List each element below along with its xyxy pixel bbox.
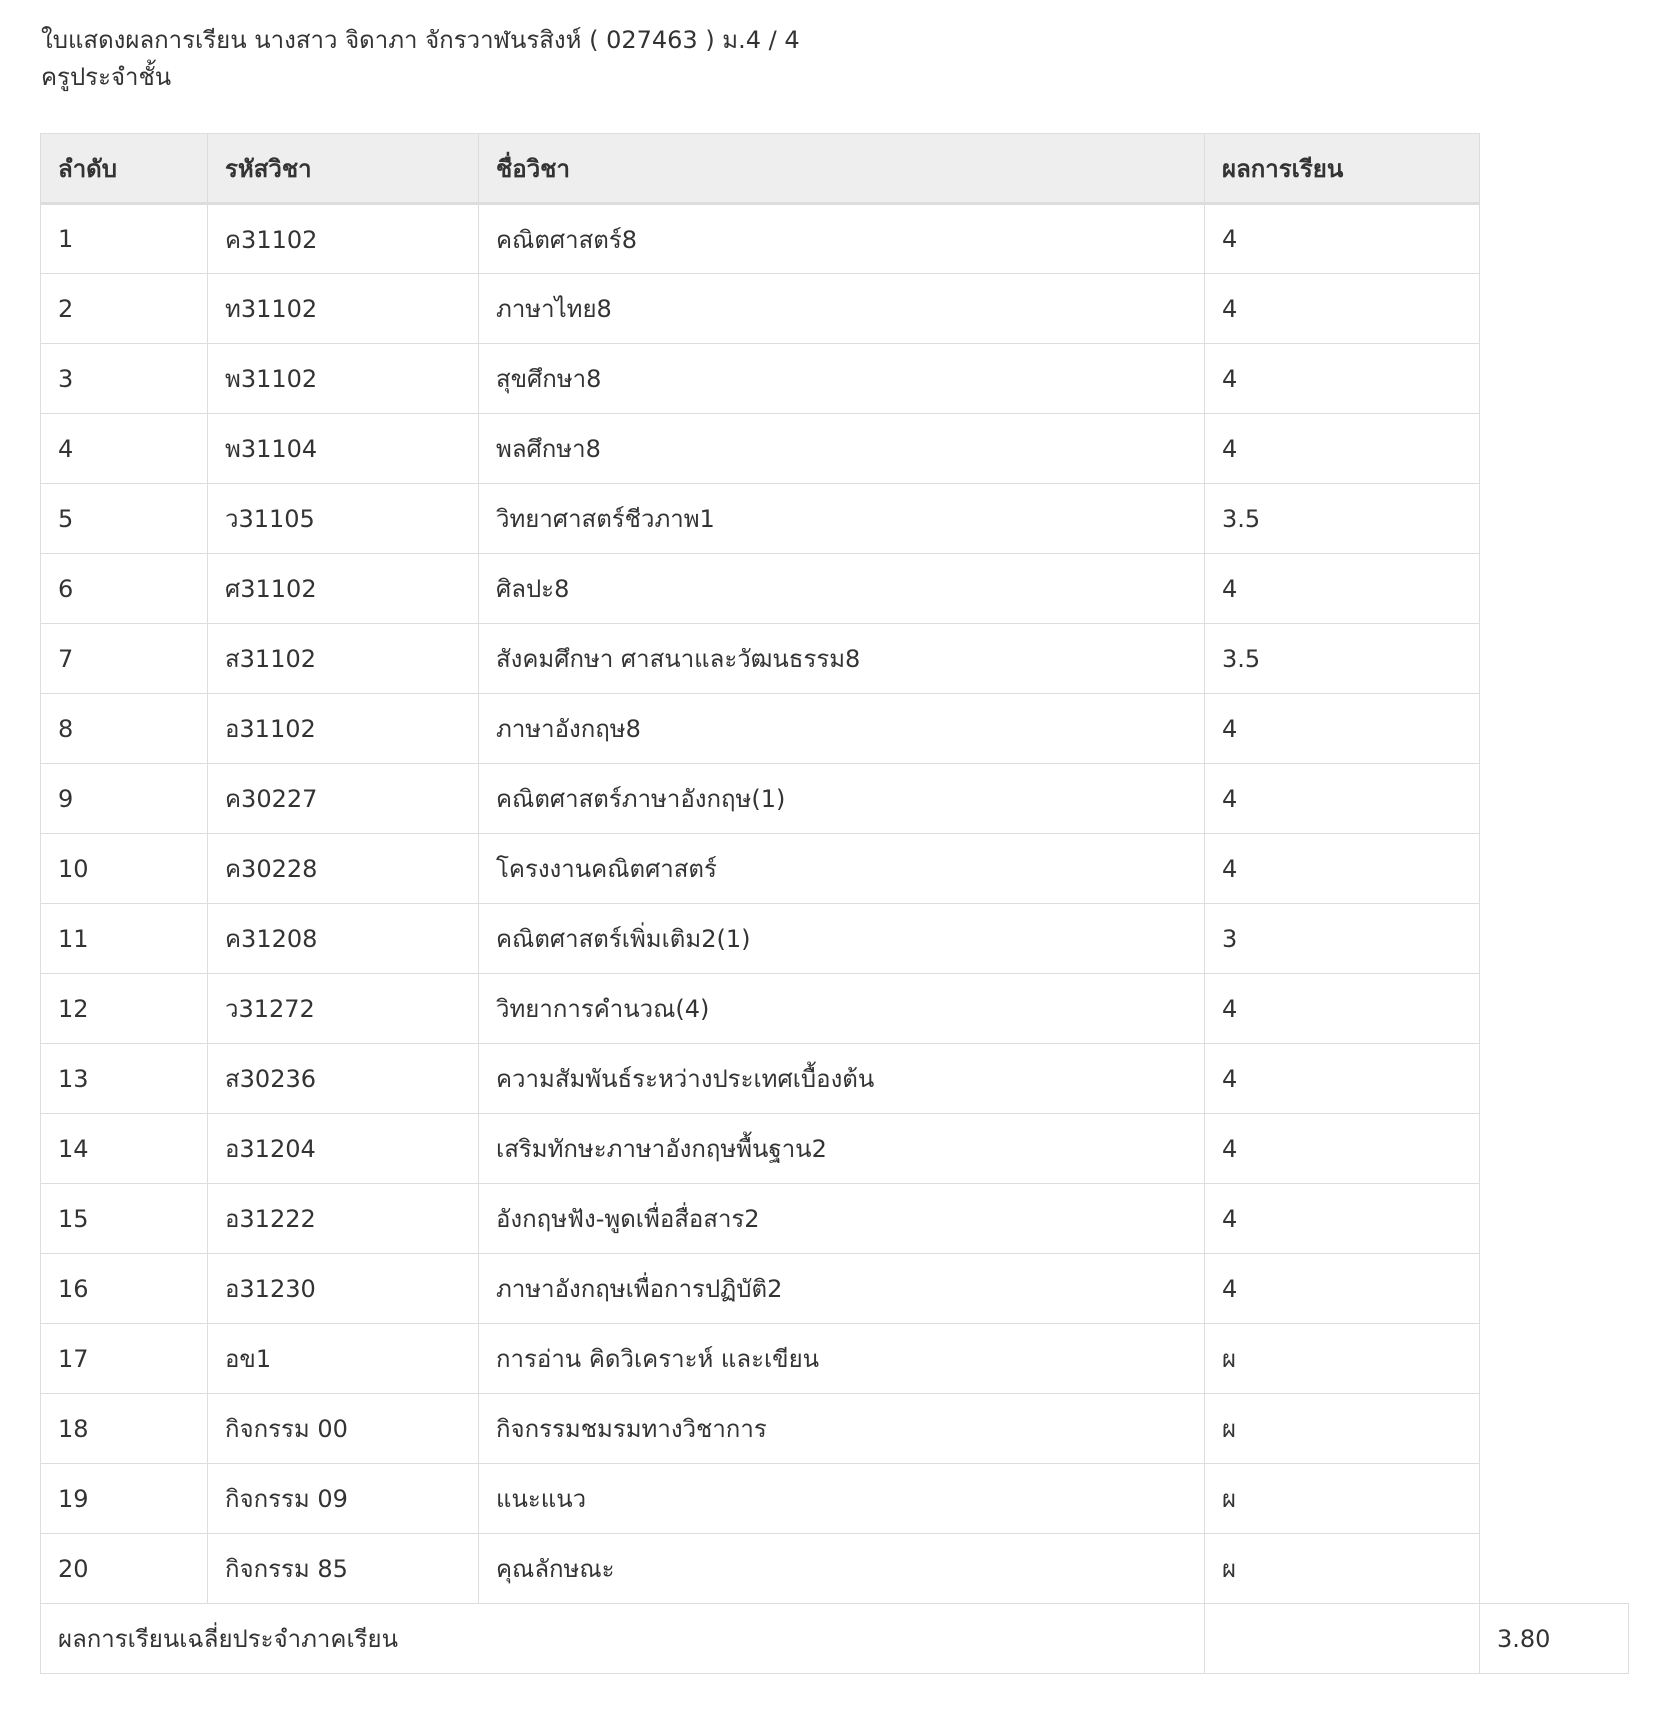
row-order-cell: 10: [41, 834, 208, 904]
row-grade-cell: 4: [1205, 1254, 1480, 1324]
row-order-cell: 16: [41, 1254, 208, 1324]
row-order-cell: 3: [41, 344, 208, 414]
gpa-label: ผลการเรียนเฉลี่ยประจำภาคเรียน: [41, 1604, 1205, 1674]
row-subject-name-cell: ศิลปะ8: [479, 554, 1205, 624]
homeroom-teacher-label: ครูประจำชั้น: [41, 63, 172, 91]
row-grade-cell: 4: [1205, 834, 1480, 904]
row-grade-cell: 4: [1205, 1184, 1480, 1254]
row-subject-name-cell: สังคมศึกษา ศาสนาและวัฒนธรรม8: [479, 624, 1205, 694]
row-subject-code-cell: ค31102: [208, 204, 479, 274]
gpa-value: 3.80: [1480, 1604, 1629, 1674]
table-row: [41, 414, 1629, 484]
row-grade-cell: ผ: [1205, 1394, 1480, 1464]
table-row: [41, 484, 1629, 554]
table-row: [41, 764, 1629, 834]
table-row: [41, 274, 1629, 344]
table-row: [41, 834, 1629, 904]
row-order-cell: 9: [41, 764, 208, 834]
empty-cell: [1480, 204, 1629, 274]
row-subject-code-cell: ท31102: [208, 274, 479, 344]
row-subject-name-cell: ภาษาอังกฤษ8: [479, 694, 1205, 764]
row-order-cell: 2: [41, 274, 208, 344]
table-row: [41, 1394, 1629, 1464]
row-grade-cell: 3: [1205, 904, 1480, 974]
empty-cell: [1480, 904, 1629, 974]
row-order-cell: 5: [41, 484, 208, 554]
empty-cell: [1480, 1464, 1629, 1534]
row-subject-name-cell: วิทยาศาสตร์ชีวภาพ1: [479, 484, 1205, 554]
row-subject-name-cell: การอ่าน คิดวิเคราะห์ และเขียน: [479, 1324, 1205, 1394]
row-subject-name-cell: คณิตศาสตร์8: [479, 204, 1205, 274]
row-subject-code-cell: ศ31102: [208, 554, 479, 624]
row-subject-code-cell: อ31102: [208, 694, 479, 764]
row-order-cell: 14: [41, 1114, 208, 1184]
row-grade-cell: 4: [1205, 1114, 1480, 1184]
table-row: [41, 904, 1629, 974]
table-row: [41, 694, 1629, 764]
row-subject-name-cell: ความสัมพันธ์ระหว่างประเทศเบื้องต้น: [479, 1044, 1205, 1114]
gpa-row: [41, 1604, 1629, 1674]
row-grade-cell: 4: [1205, 694, 1480, 764]
empty-cell: [1480, 1324, 1629, 1394]
row-subject-name-cell: วิทยาการคำนวณ(4): [479, 974, 1205, 1044]
row-subject-code-cell: ว31272: [208, 974, 479, 1044]
row-subject-name-cell: คุณลักษณะ: [479, 1534, 1205, 1604]
empty-cell: [1480, 484, 1629, 554]
table-row: [41, 1464, 1629, 1534]
table-row: [41, 344, 1629, 414]
row-order-cell: 8: [41, 694, 208, 764]
empty-cell: [1480, 134, 1629, 204]
column-header-order: ลำดับ: [41, 134, 208, 204]
empty-cell: [1480, 834, 1629, 904]
empty-cell: [1480, 694, 1629, 764]
table-row: [41, 1184, 1629, 1254]
grades-table: [40, 133, 1629, 1674]
empty-cell: [1480, 554, 1629, 624]
column-header-subject-code: รหัสวิชา: [208, 134, 479, 204]
row-subject-name-cell: โครงงานคณิตศาสตร์: [479, 834, 1205, 904]
row-order-cell: 17: [41, 1324, 208, 1394]
table-row: [41, 1254, 1629, 1324]
empty-cell: [1480, 1534, 1629, 1604]
row-subject-name-cell: เสริมทักษะภาษาอังกฤษพื้นฐาน2: [479, 1114, 1205, 1184]
empty-cell: [1480, 1254, 1629, 1324]
row-grade-cell: 4: [1205, 554, 1480, 624]
row-subject-code-cell: อ31230: [208, 1254, 479, 1324]
column-header-grade: ผลการเรียน: [1205, 134, 1480, 204]
row-grade-cell: 4: [1205, 1044, 1480, 1114]
table-row: [41, 974, 1629, 1044]
row-subject-code-cell: อข1: [208, 1324, 479, 1394]
table-body: [41, 204, 1629, 1604]
empty-cell: [1480, 1394, 1629, 1464]
empty-cell: [1480, 414, 1629, 484]
row-subject-code-cell: อ31222: [208, 1184, 479, 1254]
row-grade-cell: 4: [1205, 204, 1480, 274]
row-grade-cell: 4: [1205, 764, 1480, 834]
row-subject-name-cell: ภาษาอังกฤษเพื่อการปฏิบัติ2: [479, 1254, 1205, 1324]
row-subject-name-cell: แนะแนว: [479, 1464, 1205, 1534]
row-subject-name-cell: พลศึกษา8: [479, 414, 1205, 484]
table-row: [41, 1324, 1629, 1394]
row-subject-code-cell: ว31105: [208, 484, 479, 554]
row-subject-name-cell: คณิตศาสตร์เพิ่มเติม2(1): [479, 904, 1205, 974]
empty-cell: [1480, 1184, 1629, 1254]
row-subject-code-cell: ส31102: [208, 624, 479, 694]
row-subject-code-cell: พ31104: [208, 414, 479, 484]
row-order-cell: 7: [41, 624, 208, 694]
row-order-cell: 18: [41, 1394, 208, 1464]
row-grade-cell: 4: [1205, 974, 1480, 1044]
row-subject-name-cell: กิจกรรมชมรมทางวิชาการ: [479, 1394, 1205, 1464]
empty-cell: [1480, 344, 1629, 414]
table-header-row: [41, 134, 1629, 204]
row-subject-name-cell: คณิตศาสตร์ภาษาอังกฤษ(1): [479, 764, 1205, 834]
row-subject-code-cell: ค30227: [208, 764, 479, 834]
row-order-cell: 11: [41, 904, 208, 974]
table-row: [41, 624, 1629, 694]
row-order-cell: 13: [41, 1044, 208, 1114]
row-order-cell: 4: [41, 414, 208, 484]
row-subject-code-cell: ค31208: [208, 904, 479, 974]
row-order-cell: 6: [41, 554, 208, 624]
row-grade-cell: 3.5: [1205, 484, 1480, 554]
row-subject-code-cell: กิจกรรม 85: [208, 1534, 479, 1604]
row-grade-cell: 4: [1205, 344, 1480, 414]
report-title: ใบแสดงผลการเรียน นางสาว จิดาภา จักรวาฬนรสิงห์ ( 027463 ) ม.4 / 4: [41, 26, 800, 54]
empty-cell: [1480, 764, 1629, 834]
row-subject-code-cell: ส30236: [208, 1044, 479, 1114]
row-subject-code-cell: กิจกรรม 09: [208, 1464, 479, 1534]
column-header-subject-name: ชื่อวิชา: [479, 134, 1205, 204]
empty-cell: [1480, 1044, 1629, 1114]
row-grade-cell: ผ: [1205, 1534, 1480, 1604]
row-subject-name-cell: สุขศึกษา8: [479, 344, 1205, 414]
row-grade-cell: ผ: [1205, 1464, 1480, 1534]
table-row: [41, 1044, 1629, 1114]
row-subject-name-cell: ภาษาไทย8: [479, 274, 1205, 344]
row-order-cell: 19: [41, 1464, 208, 1534]
empty-cell: [1480, 1114, 1629, 1184]
table-row: [41, 204, 1629, 274]
row-order-cell: 20: [41, 1534, 208, 1604]
row-subject-code-cell: อ31204: [208, 1114, 479, 1184]
row-subject-code-cell: พ31102: [208, 344, 479, 414]
gpa-empty-cell: [1205, 1604, 1480, 1674]
table-row: [41, 1534, 1629, 1604]
row-subject-code-cell: ค30228: [208, 834, 479, 904]
row-grade-cell: ผ: [1205, 1324, 1480, 1394]
report-heading: [41, 22, 800, 96]
row-order-cell: 12: [41, 974, 208, 1044]
row-order-cell: 1: [41, 204, 208, 274]
row-order-cell: 15: [41, 1184, 208, 1254]
empty-cell: [1480, 624, 1629, 694]
table-row: [41, 554, 1629, 624]
row-grade-cell: 4: [1205, 414, 1480, 484]
row-grade-cell: 3.5: [1205, 624, 1480, 694]
empty-cell: [1480, 974, 1629, 1044]
empty-cell: [1480, 274, 1629, 344]
row-grade-cell: 4: [1205, 274, 1480, 344]
row-subject-code-cell: กิจกรรม 00: [208, 1394, 479, 1464]
row-subject-name-cell: อังกฤษฟัง-พูดเพื่อสื่อสาร2: [479, 1184, 1205, 1254]
table-row: [41, 1114, 1629, 1184]
